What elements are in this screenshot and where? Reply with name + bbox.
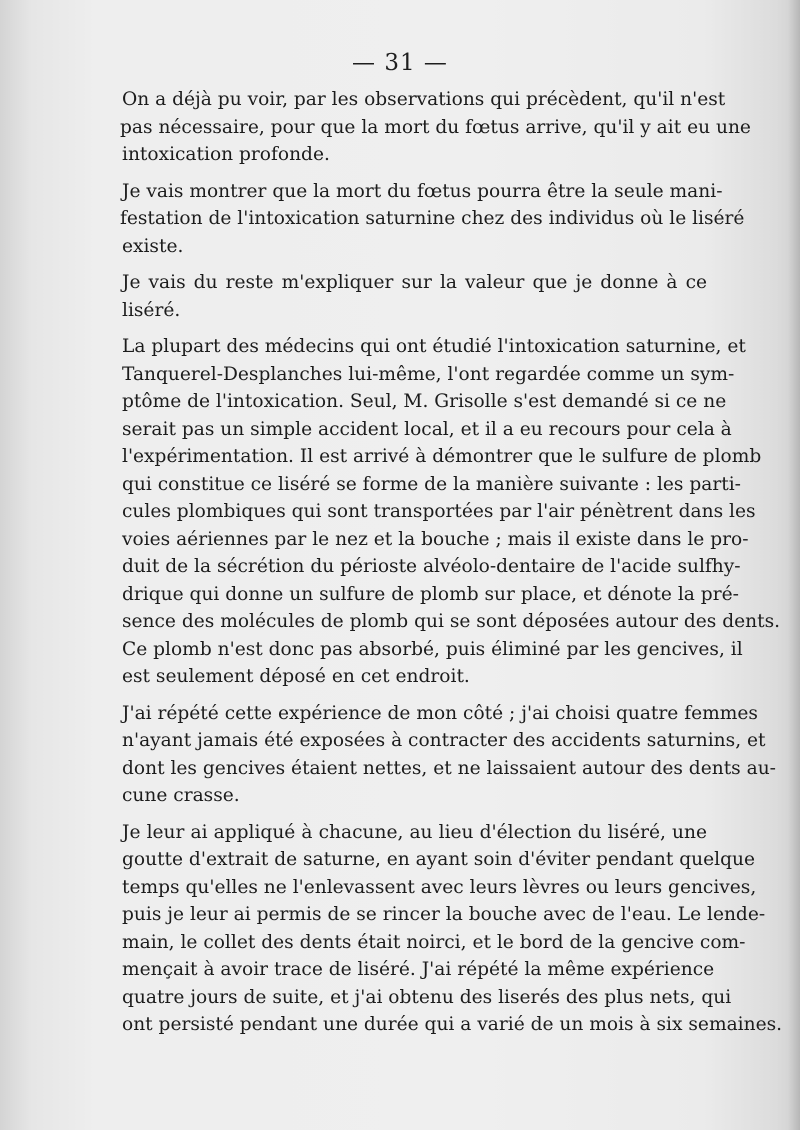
text-line: existe.	[122, 235, 184, 257]
text-line: La plupart des médecins qui ont étudié l'intoxication saturnine, et	[122, 336, 746, 357]
text-line: mençait à avoir trace de liséré. J'ai répété la même expérience	[122, 959, 715, 980]
text-line: n'ayant jamais été exposées à contracter des accidents saturnins, et	[122, 730, 766, 751]
text-line: Je leur ai appliqué à chacune, au lieu d'élection du liséré, une	[122, 821, 707, 843]
text-line: Je vais montrer que la mort du fœtus pourra être la seule mani-	[122, 180, 723, 202]
paragraph-4	[122, 333, 781, 691]
text-line: temps qu'elles ne l'enlevassent avec leurs lèvres ou leurs gencives,	[122, 876, 757, 898]
text-line: Je vais du reste m'expliquer sur la valeur que je donne à ce	[122, 272, 707, 293]
text-line: festation de l'intoxication saturnine chez des individus où le liséré	[120, 208, 745, 229]
text-line: cules plombiques qui sont transportées par l'air pénètrent dans les	[122, 501, 756, 522]
text-line: liséré.	[122, 299, 181, 321]
text-line: Ce plomb n'est donc pas absorbé, puis éliminé par les gencives, il	[122, 638, 743, 660]
text-line: cune crasse.	[122, 785, 240, 806]
text-line: pas nécessaire, pour que la mort du fœtus arrive, qu'il y ait eu une	[120, 116, 751, 138]
paragraph-5	[122, 700, 776, 810]
text-line: intoxication profonde.	[122, 144, 330, 165]
text-line: serait pas un simple accident local, et il a eu recours pour cela à	[122, 418, 732, 440]
text-line: voies aériennes par le nez et la bouche ; mais il existe dans le pro-	[122, 528, 749, 550]
page-number: — 31 —	[352, 50, 448, 76]
text-line: On a déjà pu voir, par les observations qui précèdent, qu'il n'est	[122, 89, 726, 110]
text-line: Tanquerel-Desplanches lui-même, l'ont regardée comme un sym-	[122, 363, 735, 385]
paragraph-6	[122, 819, 783, 1039]
text-line: est seulement déposé en cet endroit.	[122, 666, 470, 687]
paragraph-1	[120, 86, 751, 169]
text-line: goutte d'extrait de saturne, en ayant soin d'éviter pendant quelque	[122, 849, 755, 870]
text-line: main, le collet des dents était noirci, et le bord de la gencive com-	[122, 931, 746, 953]
text-line: l'expérimentation. Il est arrivé à démontrer que le sulfure de plomb	[122, 446, 762, 467]
text-line: drique qui donne un sulfure de plomb sur place, et dénote la pré-	[122, 583, 739, 605]
text-line: duit de la sécrétion du périoste alvéolo-dentaire de l'acide sulfhy-	[122, 556, 741, 577]
text-line: ptôme de l'intoxication. Seul, M. Grisolle s'est demandé si ce ne	[122, 391, 727, 412]
paragraph-2	[120, 178, 745, 261]
text-line: J'ai répété cette expérience de mon côté ; j'ai choisi quatre femmes	[122, 702, 758, 724]
page-edge-shadow	[788, 0, 800, 1130]
text-line: qui constitue ce liséré se forme de la manière suivante : les parti-	[122, 473, 741, 495]
paragraph-3	[122, 269, 707, 324]
text-line: ont persisté pendant une durée qui a varié de un mois à six semaines.	[122, 1014, 783, 1035]
text-line: sence des molécules de plomb qui se sont déposées autour des dents.	[122, 611, 781, 632]
text-line: dont les gencives étaient nettes, et ne laissaient autour des dents au-	[122, 757, 776, 779]
text-line: puis je leur ai permis de se rincer la bouche avec de l'eau. Le lende-	[122, 904, 766, 925]
text-line: quatre jours de suite, et j'ai obtenu des liserés des plus nets, qui	[122, 986, 732, 1008]
body-text	[120, 86, 783, 1048]
